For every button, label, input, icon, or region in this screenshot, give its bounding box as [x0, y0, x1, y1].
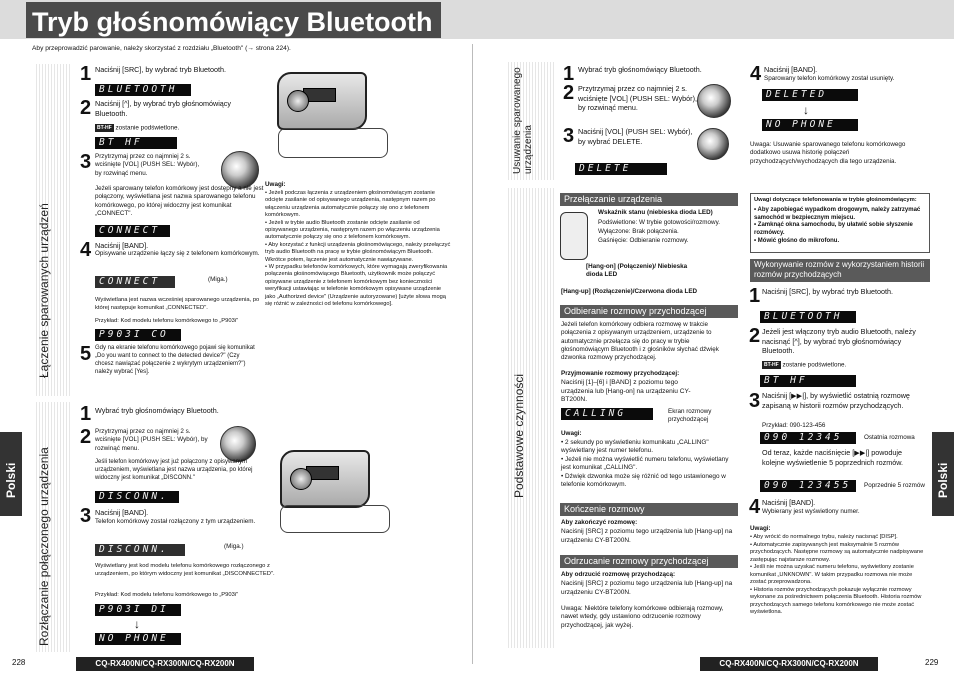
- s1-step4b-text: Opisywane urządzenie łączy się z telefonem komórkowym.: [95, 250, 260, 257]
- vol-knob-icon: [697, 128, 729, 160]
- model-label-left: CQ-RX400N/CQ-RX300N/CQ-RX200N: [76, 657, 254, 671]
- odb-note: • Dźwięk dzwonka może się różnić od tego ustawionego w telefonie komórkowym.: [561, 472, 726, 489]
- odrz-t1: Aby odrzucić rozmowę przychodzącą:: [561, 571, 676, 578]
- odrz-t2: Naciśnij [SRC] z poziomu tego urządzenia lub [Hang-up] na urządzeniu CY-BT200N.: [561, 580, 733, 596]
- przel-hangup: [Hang-up] (Rozłączenie)/Czerwona dioda LED: [561, 288, 698, 295]
- section1-label: Łączenie sparowanych urządzeń: [37, 203, 51, 378]
- odb-text2: Przyjmowanie rozmowy przychodzącej:: [561, 370, 680, 377]
- u-step4b-text: Sparowany telefon komórkowy został usunięty.: [764, 75, 895, 82]
- odb-notes: [561, 439, 739, 490]
- language-tab-left: [0, 432, 22, 516]
- s2-step2-text: Przytrzymaj przez co najmniej 2 s. wciśnięte [VOL] (PUSH SEL: Wybór), by rozwinąć menu.: [95, 428, 208, 452]
- przel-led2: Podświetlone: W trybie gotowości/rozmowy.: [598, 219, 721, 226]
- odb-text1: Jeżeli telefon komórkowy odbiera rozmowę w trakcie połączenia z opisywanym urządzeniem, urządzenie to automatycznie przełącza się do pracy w trybie głośnomówiącym Bluetooth i z głośników słychać dźwięk dzwonka rozmowy przychodzącej.: [561, 321, 719, 362]
- s1-lcd-bluetooth: BLUETOOTH: [95, 84, 191, 96]
- vol-knob-icon: [220, 426, 256, 462]
- s1-step1-text: Naciśnij [SRC], by wybrać tryb Bluetooth.: [95, 65, 227, 74]
- page-number-left: 228: [12, 658, 26, 667]
- step-number-3: 3: [80, 151, 92, 173]
- bt-hf-icon: BT-HF: [97, 125, 112, 131]
- radio-callout-line: [280, 505, 390, 533]
- odb-lcd-note: Ekran rozmowy przychodzącej: [668, 408, 712, 424]
- step-number-1: 1: [749, 285, 761, 307]
- s2-miga: (Miga.): [224, 543, 244, 550]
- przelaczanie-header: Przełączanie urządzenia: [560, 193, 738, 206]
- warning-item: • Mówić głośno do mikrofonu.: [754, 238, 840, 245]
- konc-t2: Naciśnij [SRC] z poziomu tego urządzenia lub [Hang-up] na urządzeniu CY-BT200N.: [561, 528, 733, 544]
- page-title: Tryb głośnomówiący Bluetooth: [26, 2, 441, 38]
- s1-notes: [265, 190, 451, 309]
- usuwanie-label: Usuwanie sparowanego urządzenia: [512, 67, 534, 174]
- step-number-2: 2: [563, 82, 575, 104]
- model-label-right: CQ-RX400N/CQ-RX300N/CQ-RX200N: [700, 657, 878, 671]
- h-note: • Jeśli nie można uzyskać numeru telefonu, wyświetlony zostanie komunikat „UNKNOWN". W takim przypadku rozmowa nie może zostać przeprowadzona.: [750, 564, 914, 586]
- h-notes: [750, 534, 930, 617]
- s1-bt-note: [95, 124, 245, 133]
- podstawowe-side-panel: [506, 188, 554, 648]
- h-note: • Aby wrócić do normalnego trybu, należy nacisnąć [DISP].: [750, 534, 898, 540]
- h-step3-text: Naciśnij [▶▶|], by wyświetlić ostatnią rozmowę zapisaną w historii rozmów przychodzących.: [762, 391, 910, 410]
- step-number-3: 3: [80, 505, 92, 527]
- s1-lcd-connect-blink: CONNECT: [95, 276, 175, 288]
- step-number-2: 2: [80, 97, 92, 119]
- odb-note: • Jeżeli nie można wyświetlić numeru telefonu, wyświetlany jest komunikat „CALLING".: [561, 455, 729, 472]
- s1-note: • Jeżeli w trybie audio Bluetooth zostanie odcięte zasilanie od opisywanego urządzenia, następnym razem po włączeniu urządzenia automatycznie połączy się ono z telefonem komórkowym.: [265, 219, 440, 241]
- s1-step4d-text: Przykład: Kod modelu telefonu komórkowego to „P903i": [95, 318, 239, 324]
- podstawowe-label: Podstawowe czynności: [512, 373, 526, 498]
- odb-uwagi: Uwagi:: [561, 430, 582, 437]
- h-note: • Historia rozmów przychodzących pokazuje wyłącznie rozmowy wykonane za pośrednictwem połączenia Bluetooth. Historia rozmów przychodzących samego telefonu komórkowego nie może zostać wyświetlona.: [750, 586, 922, 616]
- konczenie-header: Kończenie rozmowy: [560, 503, 738, 516]
- warning-title: Uwagi dotyczące telefonowania w trybie głośnomówiącym:: [754, 197, 917, 203]
- h-uwagi: Uwagi:: [750, 525, 771, 532]
- h-lcd-bluetooth: BLUETOOTH: [760, 311, 856, 323]
- section2-label: Rozłączanie połączonego urządzenia: [37, 447, 51, 646]
- odb-note: • 2 sekundy po wyświetleniu komunikatu „CALLING" wyświetlany jest numer telefonu.: [561, 439, 709, 455]
- car-radio-illustration: [277, 72, 367, 130]
- section2-side-panel: [34, 402, 72, 652]
- s2-step2b-text: Jeśli telefon komórkowy jest już połączony z opisywanym urządzeniem, wyświetlana jest nazwa urządzenia, po której widoczny jest komunikat „DISCONN.": [95, 459, 253, 481]
- radio-callout-line: [278, 128, 388, 158]
- h-bt-note-text: zostanie podświetlone.: [782, 361, 847, 369]
- s1-step5-text: Gdy na ekranie telefonu komórkowego pojawi się komunikat „Do you want to connect to the detected device?" (Czy chcesz nawiązać połączenie z wykrytym urządzeniem?") należy wybrać [Yes].: [95, 345, 255, 375]
- odb-text3: Naciśnij [1]–[6] i [BAND] z poziomu tego urządzenia lub [Hang-on] na urządzeniu CY-BT200N.: [561, 379, 691, 404]
- s1-step2-text: Naciśnij [^], by wybrać tryb głośnomówiący Bluetooth.: [95, 99, 231, 118]
- u-step4a-text: Naciśnij [BAND].: [764, 65, 818, 74]
- car-radio-illustration: [280, 450, 370, 508]
- arrow-down-icon: ↓: [803, 103, 809, 117]
- h-lcd-last-note: Ostatnia rozmowa: [864, 434, 915, 441]
- h-lcd-prev5-note: Poprzednie 5 rozmów: [864, 482, 925, 489]
- step-number-4: 4: [80, 239, 92, 261]
- s1-step3b-text: Jeżeli sparowany telefon komórkowy jest dostępny a nie jest połączony, wyświetlana jest nazwa sparowanego telefonu komórkowego, po której widoczny jest komunikat „CONNECT".: [95, 185, 264, 217]
- s1-step4a-text: Naciśnij [BAND].: [95, 241, 149, 250]
- h-step1-text: Naciśnij [SRC], by wybrać tryb Bluetooth.: [762, 287, 894, 296]
- odrzucanie-header: Odrzucanie rozmowy przychodzącej: [560, 555, 738, 568]
- u-step3-text: Naciśnij [VOL] (PUSH SEL: Wybór), by wybrać DELETE.: [578, 127, 693, 146]
- s1-note: • W przypadku telefonów komórkowych, które wymagają zweryfikowania połączenia głośnomówiącego Bluetooth, użytkownik może połączyć opisywane urządzenie z telefonem komórkowym bez konieczności weryfikacji ustawiając w telefonie komórkowym opisywane urządzenie jako „Authorized device" (Urządzenie autoryzowane) [użyte słowa mogą się różnić w zależności od telefonu komórkowego].: [265, 264, 448, 308]
- historia-header: Wykonywanie rozmów z wykorzystaniem historii rozmów przychodzących: [750, 259, 930, 282]
- s2-lcd-nophone: NO PHONE: [95, 633, 181, 645]
- u-lcd-delete: DELETE: [575, 163, 667, 175]
- section1-side-panel: [34, 64, 72, 396]
- step-number-1: 1: [80, 403, 92, 425]
- konc-t1: Aby zakończyć rozmowę:: [561, 519, 638, 526]
- language-tab-right: [932, 432, 954, 516]
- step-number-3: 3: [563, 125, 575, 147]
- bt-device-illustration: [560, 212, 588, 260]
- h-note: • Automatycznie zapisywanych jest maksymalnie 5 rozmów przychodzących. Następne rozmowy są automatycznie nadpisywane zastępując najstarsze rozmowy.: [750, 541, 924, 563]
- usuwanie-side-panel: [506, 62, 554, 180]
- przel-led4: Gaśnięcie: Odbieranie rozmowy.: [598, 237, 689, 244]
- step-number-1: 1: [80, 63, 92, 85]
- odb-lcd-calling: CALLING: [561, 408, 653, 420]
- h-example: Przykład: 090-123-456: [762, 422, 826, 429]
- warning-item: • Aby zapobiegać wypadkom drogowym, należy zatrzymać samochód w bezpiecznym miejscu.: [754, 206, 921, 221]
- odbieranie-header: Odbieranie rozmowy przychodzącej: [560, 305, 738, 318]
- h-step3b-text: Od teraz, każde naciśnięcie [▶▶|] powoduje kolejne wyświetlenie 5 poprzednich rozmów.: [762, 448, 904, 467]
- step-number-5: 5: [80, 343, 92, 365]
- s1-step3a-text: Przytrzymaj przez co najmniej 2 s. wciśnięte [VOL] (PUSH SEL: Wybór), by rozwinąć menu.: [95, 153, 200, 177]
- s1-bt-note-text: zostanie podświetlone.: [115, 124, 180, 132]
- arrow-down-icon: ↓: [134, 617, 140, 631]
- h-step4b-text: Wybierany jest wyświetlony numer.: [762, 508, 860, 515]
- step-number-1: 1: [563, 63, 575, 85]
- h-lcd-bthf: BT HF: [760, 375, 856, 387]
- s1-lcd-bthf: BT HF: [95, 137, 177, 149]
- s2-step3b-text: Telefon komórkowy został rozłączony z tym urządzeniem.: [95, 518, 256, 525]
- step-number-3: 3: [749, 390, 761, 412]
- language-label: Polski: [936, 462, 950, 498]
- vol-knob-icon: [697, 84, 731, 118]
- step-number-4: 4: [750, 63, 762, 85]
- u-lcd-deleted: DELETED: [762, 89, 858, 101]
- s2-step3d-text: Przykład: Kod modelu telefonu komórkowego to „P903i": [95, 592, 239, 598]
- s1-note: • Aby korzystać z funkcji urządzenia głośnomówiącego, należy przełączyć tryb audio Bluetooth na pracę w trybie głośnomówiącym Bluetooth. Wkrótce potem, łączenie jest automatycznie nawiązywane.: [265, 241, 451, 263]
- h-bt-note: [762, 361, 932, 370]
- h-step4a-text: Naciśnij [BAND].: [762, 498, 816, 507]
- intro-text: Aby przeprowadzić parowanie, należy skorzystać z rozdziału „Bluetooth" (→ strona 224).: [32, 45, 291, 52]
- s1-lcd-p903i-co: P903I CO: [95, 329, 181, 341]
- h-step2-text: Jeżeli jest włączony tryb audio Bluetooth, należy nacisnąć [^], by wybrać tryb głośnomówiący Bluetooth.: [762, 327, 916, 355]
- s1-miga: (Miga.): [208, 276, 228, 283]
- u-step1-text: Wybrać tryb głośnomówiący Bluetooth.: [578, 65, 702, 74]
- u-lcd-nophone: NO PHONE: [762, 119, 858, 131]
- vol-knob-icon: [221, 151, 259, 189]
- u-step2-text: Przytrzymaj przez co najmniej 2 s. wciśnięte [VOL] (PUSH SEL: Wybór), by rozwinąć menu.: [578, 84, 697, 112]
- h-lcd-last: 090 12345: [760, 432, 856, 444]
- przel-hangon: [Hang-on] (Połączenie)/ Niebieska dioda LED: [586, 263, 688, 279]
- page-number-right: 229: [925, 658, 939, 667]
- u-uwaga-text: Uwaga: Usuwanie sparowanego telefonu komórkowego dodatkowo usuwa historię połączeń przychodzących/wychodzących dla tego urządzenia.: [750, 141, 906, 165]
- step-number-2: 2: [80, 426, 92, 448]
- bt-hf-icon: BT-HF: [764, 362, 779, 368]
- warning-item: • Zamknąć okna samochodu, by ułatwić sobie słyszenie rozmówcy.: [754, 222, 913, 237]
- s1-uwagi-title: Uwagi:: [265, 181, 286, 188]
- s2-lcd-disconn: DISCONN.: [95, 491, 179, 503]
- przel-led1: Wskaźnik stanu (niebieska dioda LED): [598, 209, 713, 216]
- s1-step4c-text: Wyświetlana jest nazwa wcześniej sparowanego urządzenia, po której następuje komunikat „CONNECTED".: [95, 297, 260, 311]
- s2-step3a-text: Naciśnij [BAND].: [95, 508, 149, 517]
- s2-lcd-disconn-blink: DISCONN.: [95, 544, 185, 556]
- s2-lcd-p903i-di: P903I DI: [95, 604, 181, 616]
- s1-note: • Jeżeli podczas łączenia z urządzeniem głośnomówiącym zostanie odcięte zasilanie od opisywanego urządzenia, następnym razem po włączeniu urządzenia automatycznie połączy się ono z telefonem komórkowym.: [265, 190, 436, 219]
- odrz-t3: Uwaga: Niektóre telefony komórkowe odbierają rozmowy, nawet wtedy, gdy ustawiono odrzucenie rozmowy przychodzącej, jak wyżej.: [561, 605, 724, 629]
- s2-step1-text: Wybrać tryb głośnomówiący Bluetooth.: [95, 406, 219, 415]
- s2-step3c-text: Wyświetlany jest kod modelu telefonu komórkowego rozłączonego z urządzeniem, po którym widoczny jest komunikat „DISCONNECTED".: [95, 563, 275, 577]
- language-label: Polski: [4, 462, 18, 498]
- warning-items: [754, 207, 926, 247]
- step-number-4: 4: [749, 496, 761, 518]
- page-divider: [472, 44, 473, 664]
- s1-lcd-connect: CONNECT: [95, 225, 170, 237]
- h-lcd-prev5: 090 123455: [760, 480, 856, 492]
- przel-led3: Wyłączone: Brak połączenia.: [598, 228, 679, 235]
- step-number-2: 2: [749, 325, 761, 347]
- warning-box: [750, 193, 930, 253]
